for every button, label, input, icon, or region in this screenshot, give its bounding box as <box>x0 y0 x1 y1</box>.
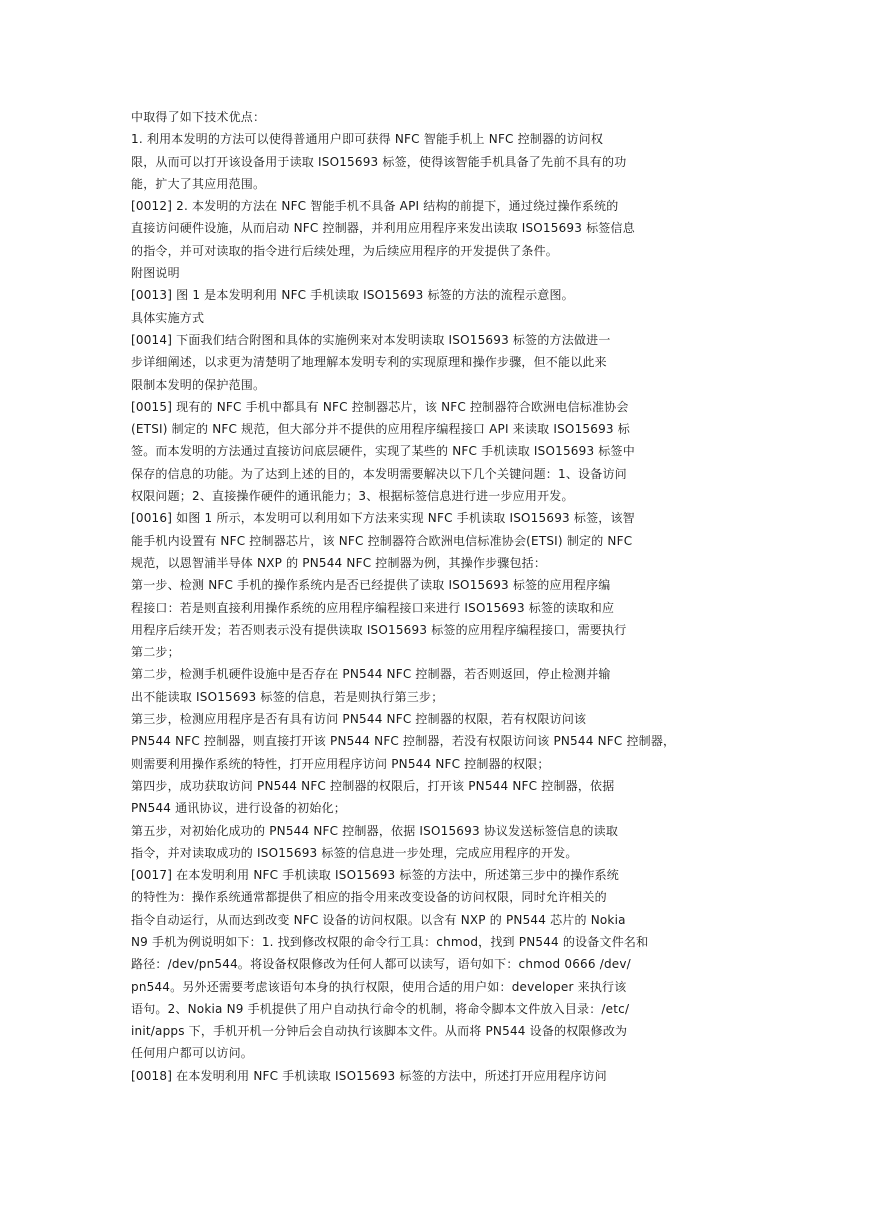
text-line: 保存的信息的功能。为了达到上述的目的，本发明需要解决以下几个关键问题：1、设备访问 <box>131 466 627 481</box>
text-line: N9 手机为例说明如下：1. 找到修改权限的命令行工具：chmod，找到 PN544 的设备文件名和 <box>131 934 649 949</box>
text-line: [0015] 现有的 NFC 手机中都具有 NFC 控制器芯片，该 NFC 控制器符合欧洲电信标准协会 <box>131 399 629 414</box>
text-line: 第二步，检测手机硬件设施中是否存在 PN544 NFC 控制器，若否则返回，停止检测并输 <box>131 667 611 682</box>
text-line: 的指令，并可对读取的指令进行后续处理，为后续应用程序的开发提供了条件。 <box>131 243 559 258</box>
text-line: 语句。2、Nokia N9 手机提供了用户自动执行命令的机制，将命令脚本文件放入目录：/etc/ <box>131 1001 630 1016</box>
text-line: 的特性为：操作系统通常都提供了相应的指令用来改变设备的访问权限，同时允许相关的 <box>131 890 607 905</box>
text-line: 路径：/dev/pn544。将设备权限修改为任何人都可以读写，语句如下：chmod 0666 /dev/ <box>131 957 631 972</box>
text-line: [0012] 2. 本发明的方法在 NFC 智能手机不具备 API 结构的前提下，通过绕过操作系统的 <box>131 199 619 214</box>
text-line: 附图说明 <box>131 266 180 281</box>
text-line: 第五步，对初始化成功的 PN544 NFC 控制器，依据 ISO15693 协议发送标签信息的读取 <box>131 823 619 838</box>
text-line: 限，从而可以打开该设备用于读取 ISO15693 标签，使得该智能手机具备了先前不具有的功 <box>131 154 627 169</box>
text-line: 权限问题；2、直接操作硬件的通讯能力；3、根据标签信息进行进一步应用开发。 <box>131 489 574 504</box>
text-line: 指令自动运行，从而达到改变 NFC 设备的访问权限。以含有 NXP 的 PN544 芯片的 Nokia <box>131 912 626 927</box>
text-line: 第二步； <box>131 645 180 660</box>
text-line: PN544 NFC 控制器，则直接打开该 PN544 NFC 控制器，若没有权限访问该 PN544 NFC 控制器， <box>131 734 676 749</box>
text-line: [0013] 图 1 是本发明利用 NFC 手机读取 ISO15693 标签的方法的流程示意图。 <box>131 288 574 303</box>
text-line: [0016] 如图 1 所示，本发明可以利用如下方法来实现 NFC 手机读取 ISO15693 标签，该智 <box>131 511 635 526</box>
text-line: (ETSI) 制定的 NFC 规范，但大部分并不提供的应用程序编程接口 API 来读取 ISO15693 标 <box>131 422 630 437</box>
text-line: 第三步，检测应用程序是否有具有访问 PN544 NFC 控制器的权限，若有权限访问该 <box>131 712 587 727</box>
text-line: [0014] 下面我们结合附图和具体的实施例来对本发明读取 ISO15693 标签的方法做进一 <box>131 332 611 347</box>
text-line: 中取得了如下技术优点： <box>131 110 266 124</box>
text-line: 出不能读取 ISO15693 标签的信息，若是则执行第三步； <box>131 689 444 704</box>
text-line: [0017] 在本发明利用 NFC 手机读取 ISO15693 标签的方法中，所述第三步中的操作系统 <box>131 868 620 883</box>
text-line: 用程序后续开发；若否则表示没有提供读取 ISO15693 标签的应用程序编程接口，需要执行 <box>131 622 627 637</box>
text-line: 则需要利用操作系统的特性，打开应用程序访问 PN544 NFC 控制器的权限； <box>131 756 550 771</box>
text-line: 步详细阐述，以求更为清楚明了地理解本发明专利的实现原理和操作步骤，但不能以此来 <box>131 355 607 370</box>
text-line: 第一步、检测 NFC 手机的操作系统内是否已经提供了读取 ISO15693 标签的应用程序编 <box>131 578 611 593</box>
text-line: 签。而本发明的方法通过直接访问底层硬件，实现了某些的 NFC 手机读取 ISO15693 标签中 <box>131 444 635 459</box>
text-line: 限制本发明的保护范围。 <box>131 377 266 392</box>
text-line: PN544 通讯协议，进行设备的初始化； <box>131 801 346 816</box>
text-line: 程接口：若是则直接利用操作系统的应用程序编程接口来进行 ISO15693 标签的读取和应 <box>131 600 615 615</box>
text-line: 指令，并对读取成功的 ISO15693 标签的信息进一步处理，完成应用程序的开发。 <box>131 845 578 860</box>
text-line: 第四步，成功获取访问 PN544 NFC 控制器的权限后，打开该 PN544 NFC 控制器，依据 <box>131 778 615 793</box>
document-body <box>131 106 691 1087</box>
text-line: 能手机内设置有 NFC 控制器芯片，该 NFC 控制器符合欧洲电信标准协会(ETSI) 制定的 NFC <box>131 533 633 548</box>
text-line: [0018] 在本发明利用 NFC 手机读取 ISO15693 标签的方法中，所述打开应用程序访问 <box>131 1068 607 1083</box>
text-line: init/apps 下，手机开机一分钟后会自动执行该脚本文件。从而将 PN544 设备的权限修改为 <box>131 1024 628 1039</box>
text-line: pn544。另外还需要考虑该语句本身的执行权限，使用合适的用户如：developer 来执行该 <box>131 979 627 994</box>
text-line: 规范，以恩智浦半导体 NXP 的 PN544 NFC 控制器为例，其操作步骤包括： <box>131 555 547 570</box>
text-line: 1. 利用本发明的方法可以使得普通用户即可获得 NFC 智能手机上 NFC 控制器的访问权 <box>131 132 604 147</box>
text-line: 直接访问硬件设施，从而启动 NFC 控制器，并利用应用程序来发出读取 ISO15693 标签信息 <box>131 221 635 236</box>
text-line: 能，扩大了其应用范围。 <box>131 176 266 191</box>
text-line: 具体实施方式 <box>131 310 205 325</box>
text-line: 任何用户都可以访问。 <box>131 1046 254 1061</box>
